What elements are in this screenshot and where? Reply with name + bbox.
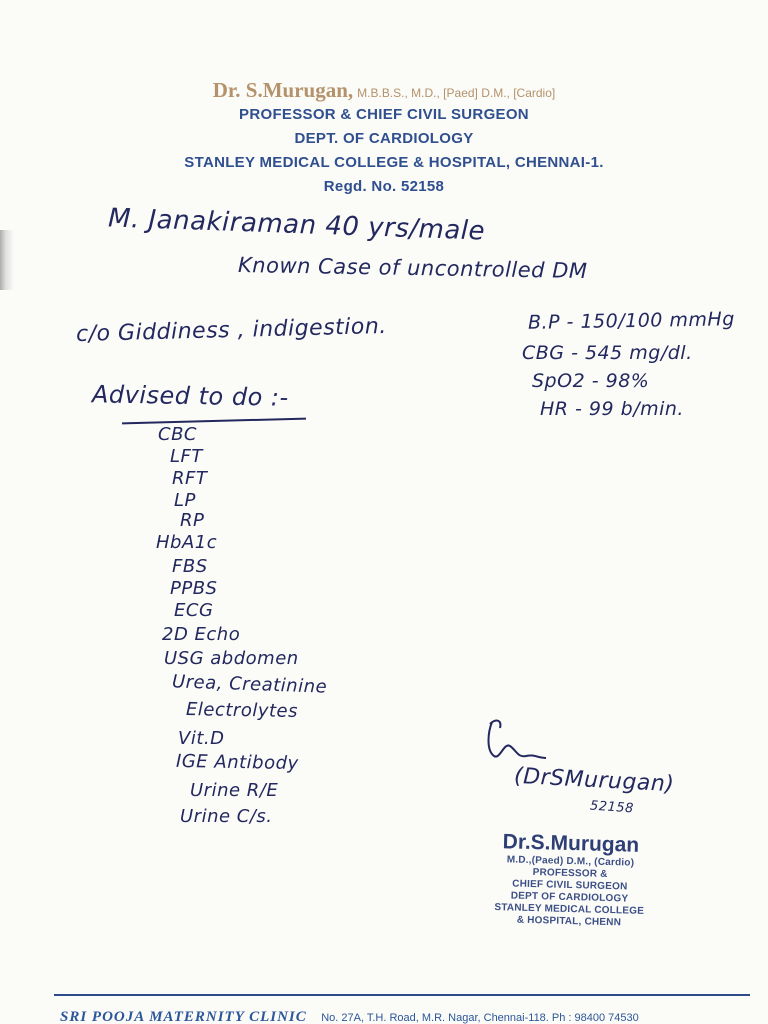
doctor-qualifications: M.B.B.S., M.D., [Paed] D.M., [Cardio] xyxy=(357,86,556,100)
test-item: USG abdomen xyxy=(164,648,299,669)
stamp-line: M.D.,(Paed) D.M., (Cardio) xyxy=(506,854,635,869)
footer-address: No. 27A, T.H. Road, M.R. Nagar, Chennai-118. Ph : 98400 74530 xyxy=(321,1012,639,1024)
department: DEPT. OF CARDIOLOGY xyxy=(294,130,474,147)
test-item: Urine R/E xyxy=(190,780,279,801)
doctor-stamp xyxy=(469,829,671,930)
advice-title: Advised to do :- xyxy=(91,380,289,412)
footer-clinic-name: SRI POOJA MATERNITY CLINIC xyxy=(60,1009,307,1024)
vital-hr: HR - 99 b/min. xyxy=(540,398,684,420)
scan-edge-shadow xyxy=(0,230,14,290)
test-item: FBS xyxy=(172,556,208,577)
stamp-name: Dr.S.Murugan xyxy=(502,830,640,857)
chief-complaint: c/o Giddiness , indigestion. xyxy=(75,313,388,348)
patient-details: M. Janakiraman 40 yrs/male xyxy=(107,203,486,247)
medical-history: Known Case of uncontrolled DM xyxy=(237,252,588,284)
test-item: LP xyxy=(174,490,196,511)
test-item: RP xyxy=(180,510,205,531)
test-item: Urine C/s. xyxy=(180,806,273,827)
registration-number: Regd. No. 52158 xyxy=(323,178,445,195)
institution: STANLEY MEDICAL COLLEGE & HOSPITAL, CHENNAI-1. xyxy=(184,154,604,171)
vital-bp: B.P - 150/100 mmHg xyxy=(527,308,735,334)
test-item: ECG xyxy=(174,600,214,621)
stamp-line: CHIEF CIVIL SURGEON xyxy=(512,878,628,893)
vital-cbg: CBG - 545 mg/dl. xyxy=(522,342,693,364)
vital-spo2: SpO2 - 98% xyxy=(532,370,650,392)
doctor-name-line xyxy=(0,78,768,103)
test-item: CBC xyxy=(158,424,197,445)
stamp-line: PROFESSOR & xyxy=(532,867,608,880)
signature-reg: 52158 xyxy=(589,798,635,817)
stamp-line: & HOSPITAL, CHENN xyxy=(516,914,622,929)
signature-name: (DrSMurugan) xyxy=(513,763,675,798)
footer-rule xyxy=(54,994,750,996)
doctor-name: Dr. S.Murugan, xyxy=(212,78,354,102)
footer xyxy=(60,1008,768,1024)
advice-underline xyxy=(122,418,306,425)
designation: PROFESSOR & CHIEF CIVIL SURGEON xyxy=(239,106,529,123)
signature-scribble xyxy=(482,712,552,768)
test-item: LFT xyxy=(170,446,203,467)
test-item: 2D Echo xyxy=(162,624,241,645)
test-item: Electrolytes xyxy=(185,699,299,722)
stamp-line: DEPT OF CARDIOLOGY xyxy=(510,890,629,905)
test-item: PPBS xyxy=(170,578,218,599)
stamp-line: STANLEY MEDICAL COLLEGE xyxy=(494,902,645,917)
test-item: HbA1c xyxy=(156,532,218,553)
test-item: Vit.D xyxy=(178,728,225,749)
test-item: IGE Antibody xyxy=(175,750,299,775)
test-item: RFT xyxy=(172,468,208,489)
test-item: Urea, Creatinine xyxy=(171,671,328,698)
